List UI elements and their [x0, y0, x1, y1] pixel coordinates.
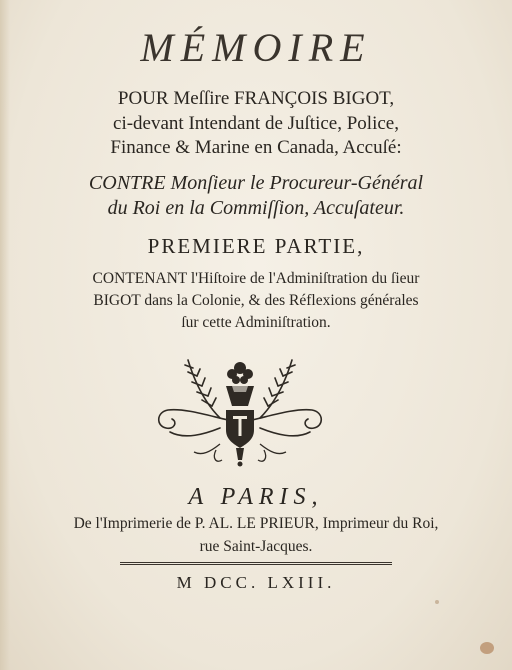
imprint-line-1: De l'Imprimerie de P. AL. LE PRIEUR, Imprimeur du Roi,: [73, 515, 439, 532]
contents-line-2: BIGOT dans la Colonie, & des Réflexions générales: [93, 292, 419, 309]
against-line-1: CONTRE Monſieur le Procureur-Général: [88, 172, 424, 194]
memoire-title: MÉMOIRE: [140, 25, 372, 70]
subject-line-1: POUR Meſſire FRANÇOIS BIGOT,: [117, 88, 395, 109]
imprint-city: A PARIS,: [188, 484, 324, 510]
contents-line-1: CONTENANT l'Hiſtoire de l'Adminiſtration du ſieur: [92, 270, 420, 287]
publication-date: M DCC. LXIII.: [176, 573, 336, 592]
subject-line-3: Finance & Marine en Canada, Accuſé:: [110, 137, 402, 158]
against-line-2: du Roi en la Commiſſion, Accuſateur.: [107, 197, 405, 219]
contents-line-3: ſur cette Adminiſtration.: [181, 314, 331, 331]
double-rule-divider: [120, 562, 392, 565]
part-title: PREMIERE PARTIE,: [147, 234, 365, 258]
subject-line-2: ci-devant Intendant de Juſtice, Police,: [113, 113, 399, 134]
paper-stain: [480, 642, 494, 654]
imprint-line-2: rue Saint-Jacques.: [199, 538, 313, 555]
paper-spot: [435, 600, 439, 604]
printers-ornament-icon: [150, 348, 330, 468]
